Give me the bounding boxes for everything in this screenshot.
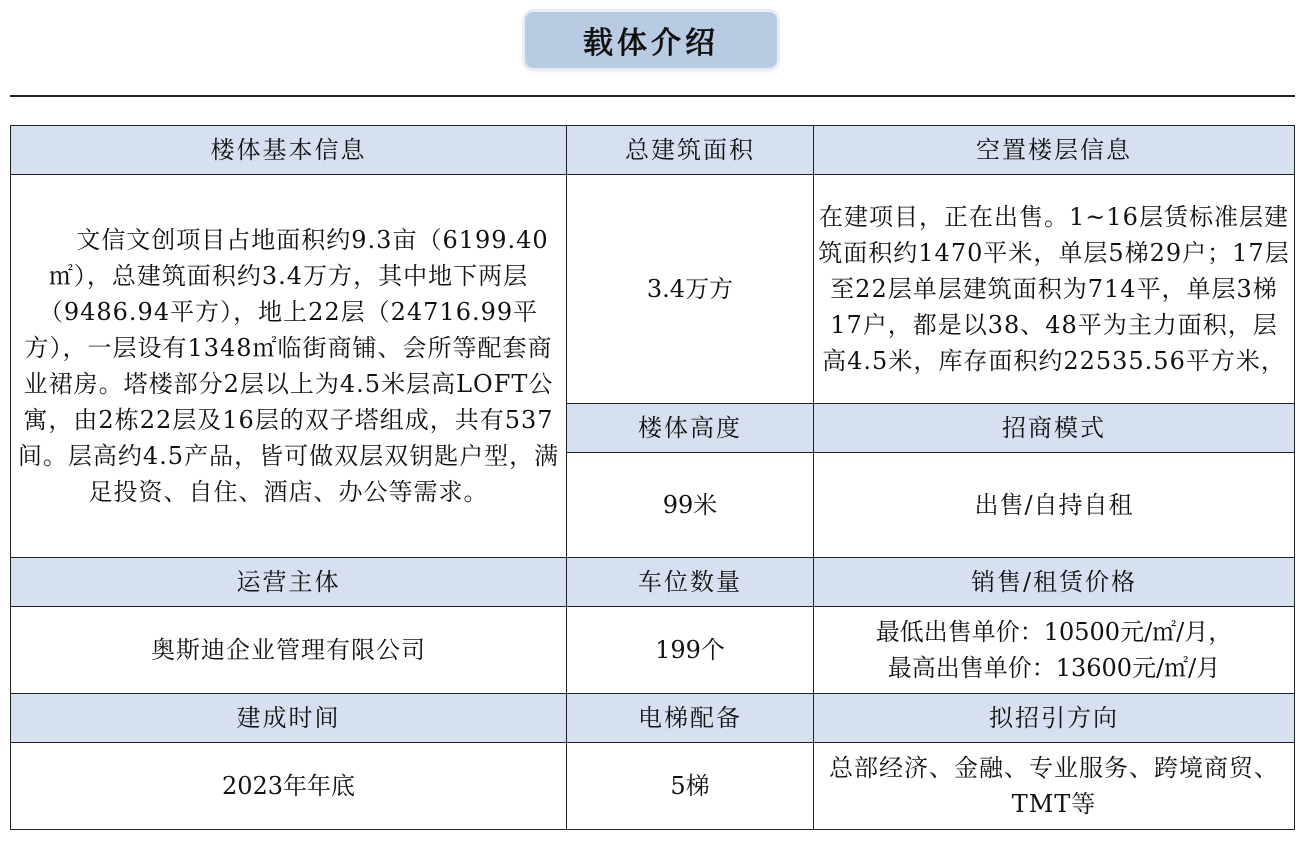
vacancy-header: 空置楼层信息 [814,126,1295,175]
carrier-info-table [10,125,1295,830]
price-max: 最高出售单价：13600元/㎡/月 [887,654,1221,682]
price-header: 销售/租赁价格 [814,558,1295,607]
completion-value: 2023年年底 [11,743,567,830]
price-min: 最低出售单价：10500元/㎡/月， [875,618,1233,646]
title-divider [10,95,1295,97]
operator-value: 奥斯迪企业管理有限公司 [11,607,567,694]
parking-header: 车位数量 [567,558,814,607]
basic-info-header: 楼体基本信息 [11,126,567,175]
mode-header: 招商模式 [814,404,1295,453]
parking-value: 199个 [567,607,814,694]
height-header: 楼体高度 [567,404,814,453]
vacancy-text: 在建项目，正在出售。1~16层赁标准层建筑面积约1470平米，单层5梯29户；17层至22层单层建筑面积为714平，单层3梯17户，都是以38、48平为主力面积，层高4.5米，库存面积约22535.56平方米， [814,175,1295,404]
price-value [814,607,1295,694]
operator-header: 运营主体 [11,558,567,607]
elevator-value: 5梯 [567,743,814,830]
basic-info-text [11,175,567,558]
elevator-header: 电梯配备 [567,694,814,743]
completion-header: 建成时间 [11,694,567,743]
mode-value: 出售/自持自租 [814,453,1295,558]
total-area-value: 3.4万方 [567,175,814,404]
total-area-header: 总建筑面积 [567,126,814,175]
height-value: 99米 [567,453,814,558]
direction-value: 总部经济、金融、专业服务、跨境商贸、TMT等 [814,743,1295,830]
direction-header: 拟招引方向 [814,694,1295,743]
page-title: 载体介绍 [525,12,777,68]
basic-info-paragraph: 文信文创项目占地面积约9.3亩（6199.40㎡），总建筑面积约3.4万方，其中地下两层（9486.94平方），地上22层（24716.99平方），一层设有1348㎡临街商铺、会所等配套商业裙房。塔楼部分2层以上为4.5米层高LOFT公寓，由2栋22层及16层的双子塔组成，共有537间。层高约4.5产品，皆可做双层双钥匙户型，满足投资、自住、酒店、办公等需求。 [17,226,560,506]
